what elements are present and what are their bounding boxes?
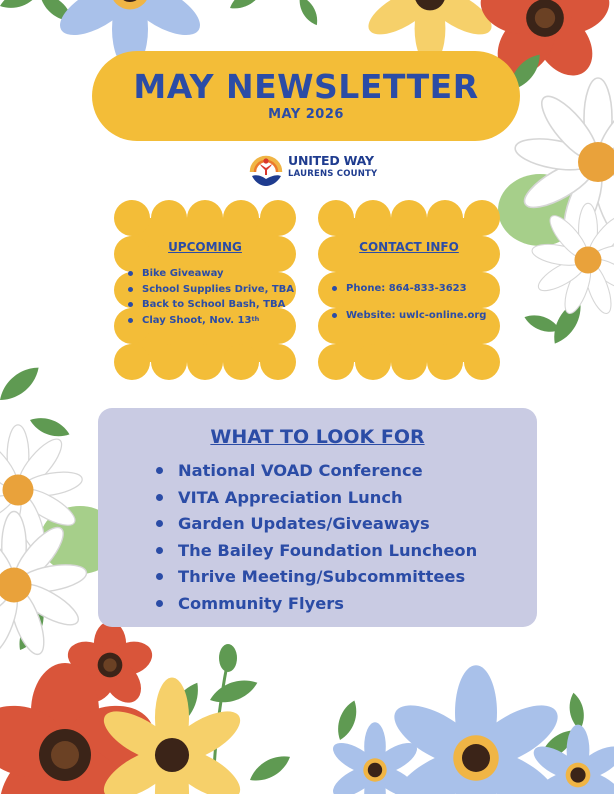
contact-phone: Phone: 864-833-3623 — [332, 283, 486, 294]
united-way-hand-icon — [247, 150, 285, 188]
logo-county: LAURENS COUNTY — [288, 169, 378, 179]
contact-website[interactable]: Website: uwlc-online.org — [332, 310, 486, 321]
list-item: Bike Giveaway — [128, 266, 294, 282]
list-item: School Supplies Drive, TBA — [128, 282, 294, 298]
look-for-list — [156, 458, 477, 617]
united-way-logo — [247, 150, 377, 190]
blue-flower-icon — [385, 665, 567, 794]
upcoming-list — [114, 266, 294, 328]
logo-name: UNITED WAY — [288, 153, 374, 168]
newsletter-title: MAY NEWSLETTER — [133, 67, 479, 106]
contact-box — [318, 200, 500, 380]
list-item: Thrive Meeting/Subcommittees — [156, 564, 477, 591]
list-item: The Bailey Foundation Luncheon — [156, 538, 477, 565]
upcoming-box — [114, 200, 296, 380]
upcoming-heading: UPCOMING — [168, 240, 242, 254]
leaf-icon — [219, 644, 237, 672]
list-item: National VOAD Conference — [156, 458, 477, 485]
look-for-panel — [98, 408, 537, 627]
look-for-heading: WHAT TO LOOK FOR — [210, 426, 425, 448]
list-item: VITA Appreciation Lunch — [156, 485, 477, 512]
contact-list — [318, 283, 486, 337]
contact-heading: CONTACT INFO — [359, 240, 459, 254]
list-item: Clay Shoot, Nov. 13th — [128, 313, 294, 329]
list-item: Community Flyers — [156, 591, 477, 618]
title-banner — [92, 51, 520, 141]
list-item: Back to School Bash, TBA — [128, 297, 294, 313]
list-item: Garden Updates/Giveaways — [156, 511, 477, 538]
newsletter-date: MAY 2026 — [268, 107, 344, 122]
